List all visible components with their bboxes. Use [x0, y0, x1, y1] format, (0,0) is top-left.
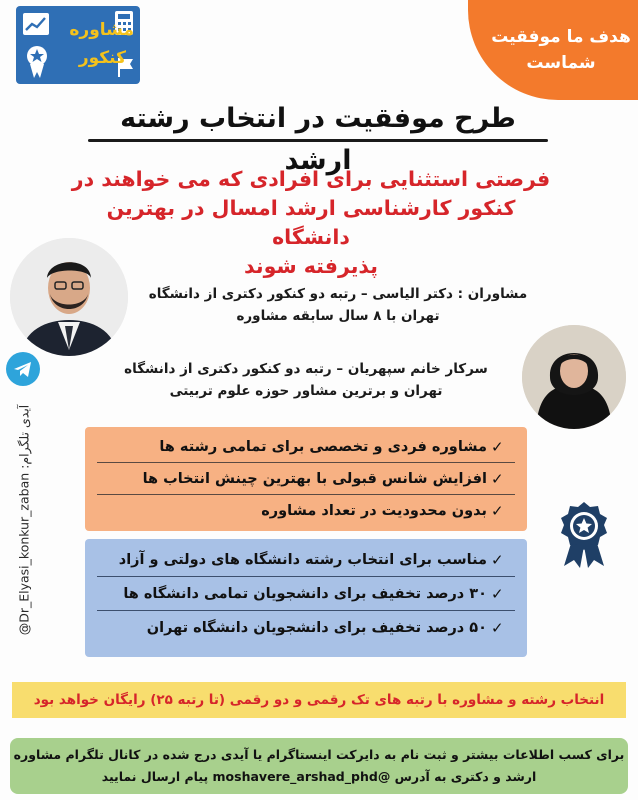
motto-badge	[468, 0, 638, 100]
motto-line-1: هدف ما موفقیت	[491, 26, 631, 47]
telegram-handle[interactable]: @Dr_Elyasi_konkur_zaban	[16, 472, 32, 636]
advisor-2-bio	[96, 358, 516, 402]
medal-icon	[552, 500, 616, 568]
advisor-1-line-2: تهران با ۸ سال سابقه مشاوره	[236, 308, 440, 324]
telegram-id[interactable]	[17, 405, 32, 636]
list-item	[97, 431, 515, 463]
telegram-label: آیدی تلگرام:	[16, 404, 32, 469]
check-icon: ✓	[491, 584, 504, 603]
award-icon	[24, 44, 50, 80]
list-item	[97, 495, 515, 526]
list-item	[97, 543, 515, 577]
contact-footer	[10, 738, 628, 794]
discounts-box	[85, 539, 527, 657]
check-icon: ✓	[491, 618, 504, 637]
check-icon: ✓	[491, 550, 504, 569]
telegram-icon[interactable]	[6, 352, 40, 386]
logo	[16, 6, 140, 84]
footer-line-2: ارشد و دکتری به آدرس @moshavere_arshad_phd پیام ارسال نمایید	[101, 769, 537, 784]
headline-line-1: فرصتی استثنایی برای افرادی که می خواهند در	[71, 167, 551, 191]
headline-line-2: کنکور کارشناسی ارشد امسال در بهترین دانشگاه	[106, 196, 516, 249]
features-box	[85, 427, 527, 531]
check-icon: ✓	[491, 437, 504, 456]
list-item	[97, 463, 515, 495]
discount-text: ۵۰ درصد تخفیف برای دانشجویان دانشگاه تهران	[146, 619, 487, 636]
feature-text: بدون محدودیت در تعداد مشاوره	[261, 502, 487, 519]
free-offer-banner: انتخاب رشته و مشاوره با رتبه های تک رقمی و دو رقمی (تا رتبه ۲۵) رایگان خواهد بود	[12, 682, 626, 718]
discount-text: ۳۰ درصد تخفیف برای دانشجویان تمامی دانشگاه ها	[123, 585, 487, 602]
advisor-1-photo	[10, 238, 128, 356]
feature-text: افزایش شانس قبولی با بهترین چینش انتخاب ها	[142, 470, 487, 487]
list-item	[97, 577, 515, 611]
advisor-2-photo	[522, 325, 626, 429]
headline	[66, 165, 556, 281]
list-item	[97, 611, 515, 644]
footer-line-1: برای کسب اطلاعات بیشتر و ثبت نام به دایرکت اینستاگرام یا آیدی درج شده در کانال تلگرام مشاوره	[13, 747, 625, 762]
chart-icon	[22, 12, 50, 36]
advisor-2-line-1: سرکار خانم سپهریان – رتبه دو کنکور دکتری از دانشگاه	[124, 361, 488, 377]
motto-line-2: شماست	[526, 53, 596, 73]
check-icon: ✓	[491, 501, 504, 520]
advisor-1-line-1: مشاوران : دکتر الیاسی – رتبه دو کنکور دکتری از دانشگاه	[148, 286, 528, 302]
headline-line-3: پذیرفته شوند	[244, 254, 378, 278]
title-block	[88, 98, 548, 176]
advisor-1-bio	[128, 283, 548, 327]
page-title: طرح موفقیت در انتخاب رشته ارشد	[120, 103, 516, 176]
discount-text: مناسب برای انتخاب رشته دانشگاه های دولتی و آزاد	[118, 551, 487, 568]
check-icon: ✓	[491, 469, 504, 488]
logo-word-1: مشاوره	[69, 20, 134, 40]
logo-word-2: کنکور	[78, 48, 126, 68]
title-underline	[88, 139, 548, 142]
feature-text: مشاوره فردی و تخصصی برای تمامی رشته ها	[159, 438, 487, 455]
advisor-2-line-2: تهران و برترین مشاور حوزه علوم تربیتی	[169, 383, 443, 399]
